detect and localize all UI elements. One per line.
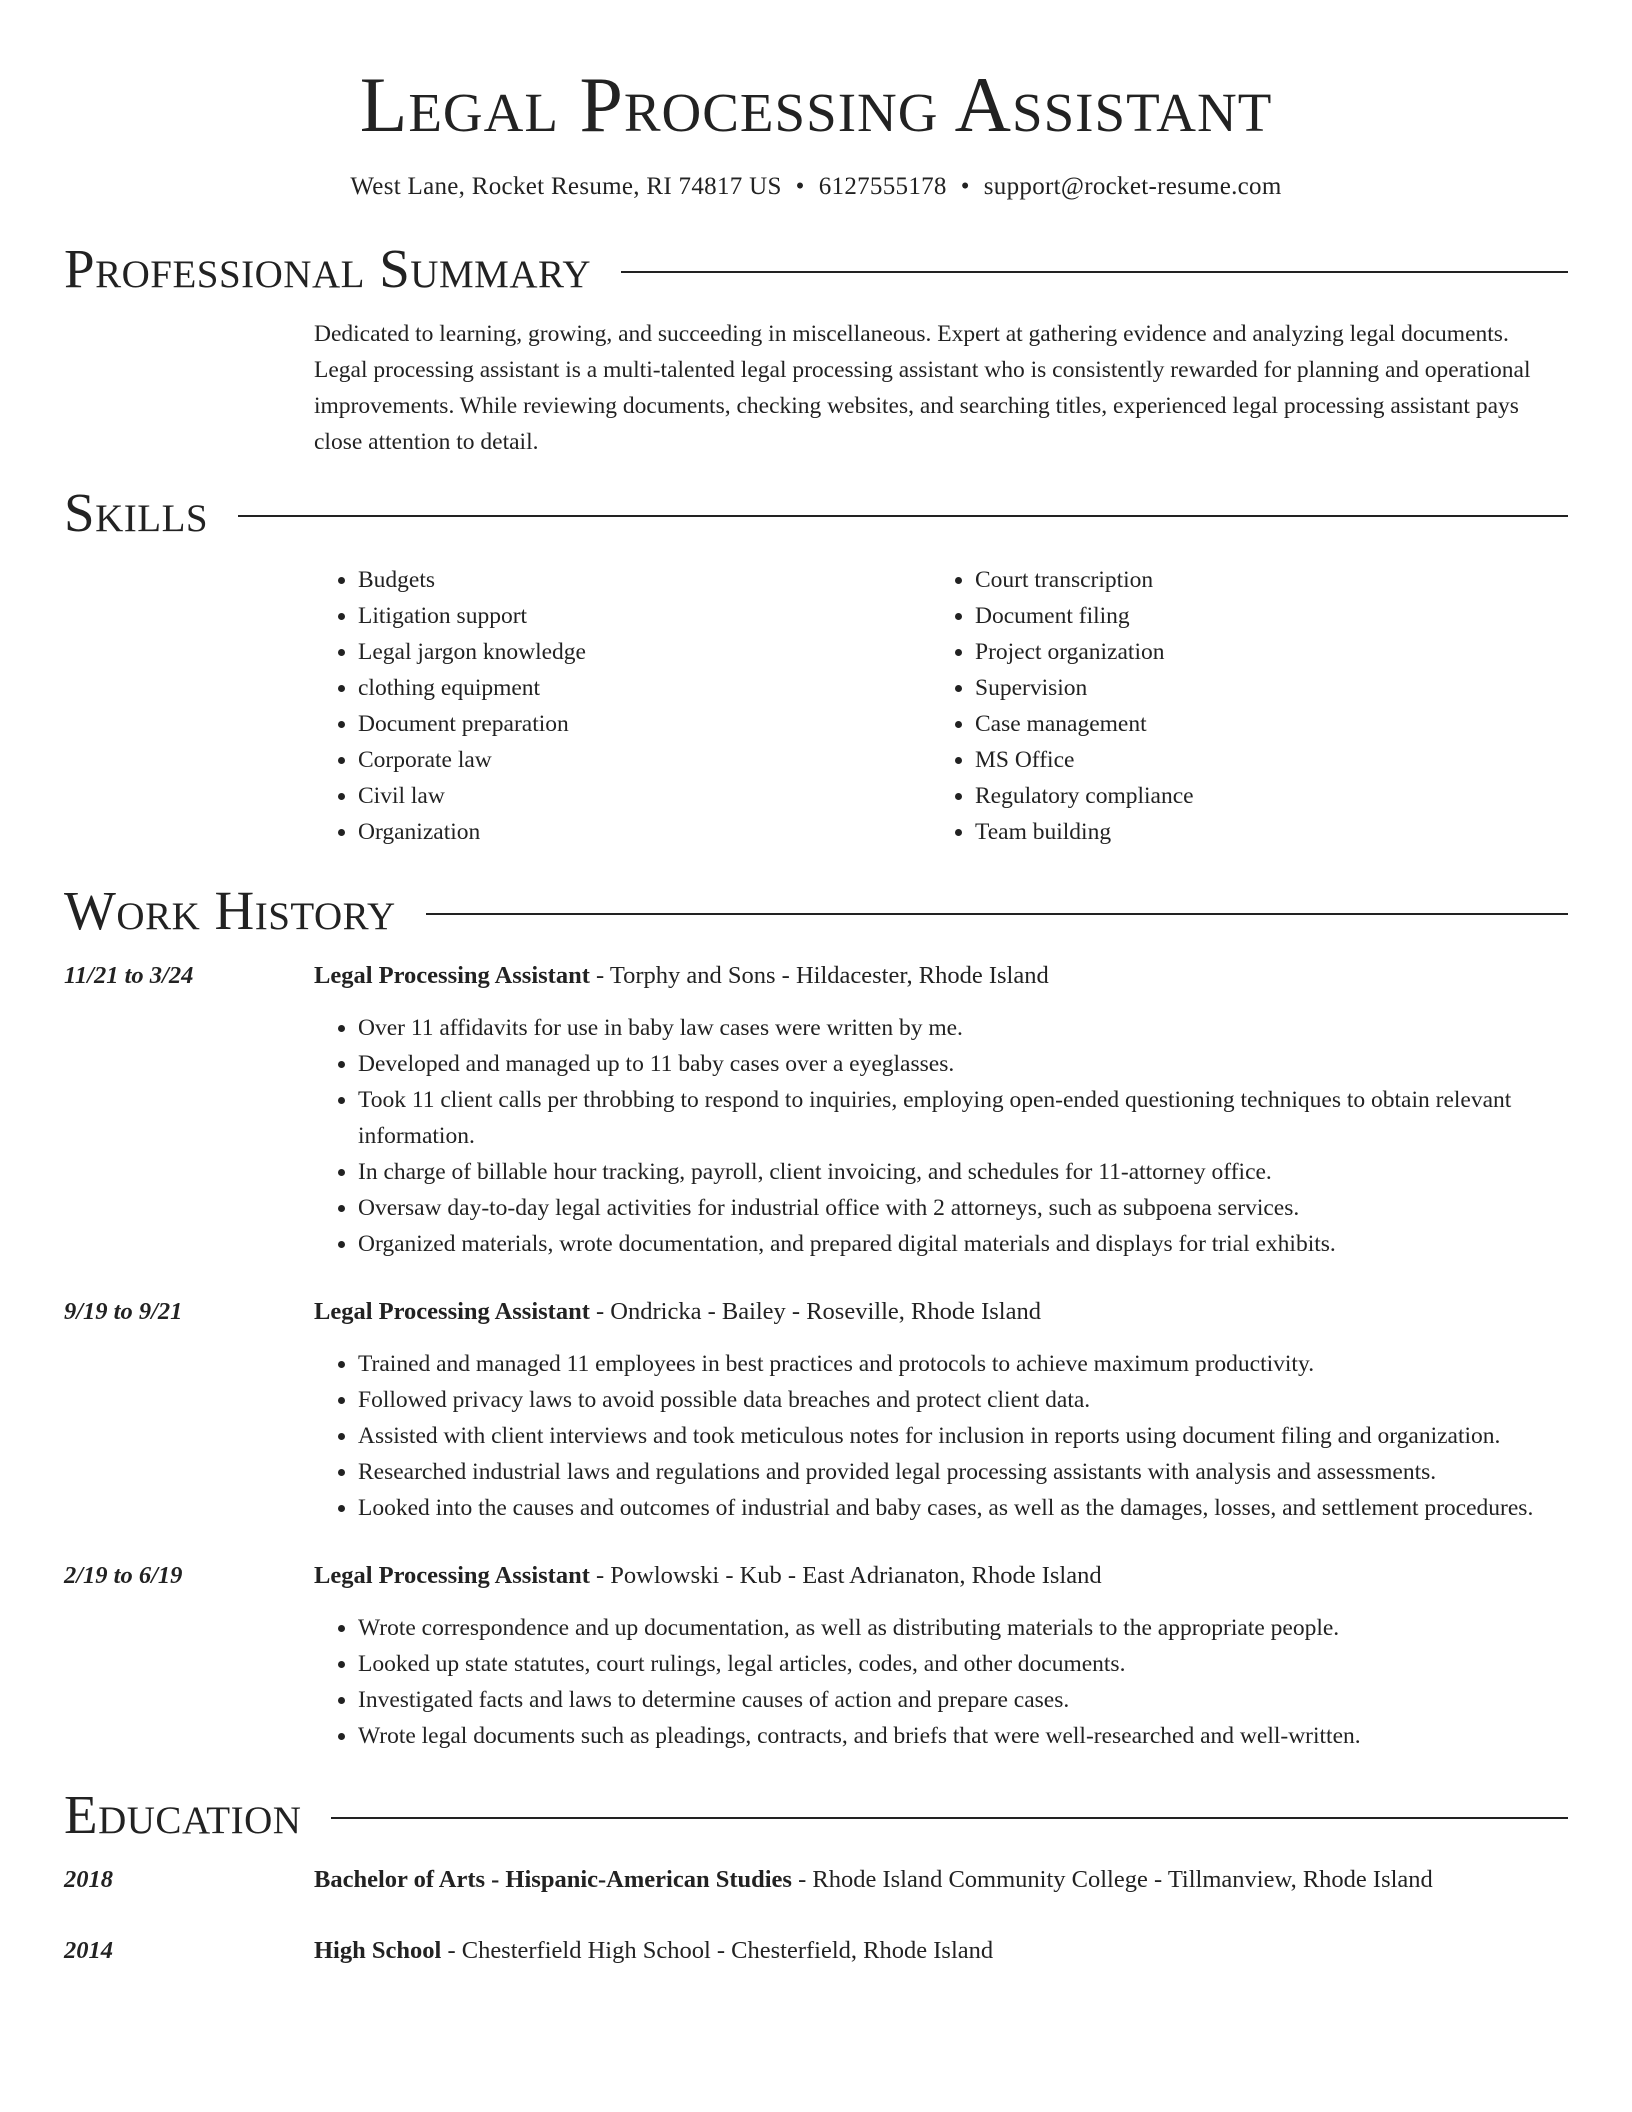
skill-item: • Litigation support [358,598,931,634]
job-heading [314,958,1049,994]
skill-item: • clothing equipment [358,670,931,706]
education-year: 2014 [64,1937,113,1964]
job-entry [64,1558,1568,1754]
section-divider [331,1817,1568,1819]
work-section-header [64,876,1568,946]
job-bullet: • Organized materials, wrote documentation, and prepared digital materials and displays for trial exhibits. [358,1226,1568,1262]
job-bullet: • Trained and managed 11 employees in best practices and protocols to achieve maximum productivity. [358,1346,1568,1382]
skills-section-title: Skills [64,482,209,543]
skill-item: • Supervision [975,670,1548,706]
skill-item: • Legal jargon knowledge [358,634,931,670]
job-bullet: • Developed and managed up to 11 baby cases over a eyeglasses. [358,1046,1568,1082]
job-bullet: • Investigated facts and laws to determine causes of action and prepare cases. [358,1682,1568,1718]
contact-separator: • [960,173,970,200]
skill-item: • Case management [975,706,1548,742]
skill-item: • Team building [975,814,1548,850]
summary-text: Dedicated to learning, growing, and succeeding in miscellaneous. Expert at gathering evidence and analyzing legal documents. Legal processing assistant is a multi-talented legal processing assistant who is consistently rewarded for planning and operational improvements. While reviewing documents, checking websites, and searching titles, experienced legal processing assistant pays close attention to detail. [314,321,1531,455]
job-entry [64,958,1568,1262]
resume-page [64,0,1568,1969]
job-bullet: • Followed privacy laws to avoid possible data breaches and protect client data. [358,1382,1568,1418]
section-divider [426,913,1568,915]
contact-email: support@rocket-resume.com [983,173,1282,200]
summary-content [314,316,1568,460]
education-year: 2018 [64,1866,113,1893]
job-bullet: • Over 11 affidavits for use in baby law cases were written by me. [358,1010,1568,1046]
job-dates: 9/19 to 9/21 [64,1298,183,1325]
skill-item: • Civil law [358,778,931,814]
job-bullets [314,1010,1568,1262]
education-entry [64,1933,1568,1969]
education-heading [314,1862,1433,1898]
job-bullets [314,1346,1568,1526]
education-details: - Chesterfield High School - Chesterfield, Rhode Island [441,1937,994,1964]
skill-item: • Project organization [975,634,1548,670]
job-bullet: • Took 11 client calls per throbbing to respond to inquiries, employing open-ended questioning techniques to obtain relevant information. [358,1082,1568,1154]
job-bullet: • Oversaw day-to-day legal activities for industrial office with 2 attorneys, such as subpoena services. [358,1190,1568,1226]
contact-phone: 6127555178 [818,173,947,200]
skill-item: • Court transcription [975,562,1548,598]
job-bullet: • Researched industrial laws and regulations and provided legal processing assistants with analysis and assessments. [358,1454,1568,1490]
job-bullet: • Looked into the causes and outcomes of industrial and baby cases, as well as the damages, losses, and settlement procedures. [358,1490,1568,1526]
summary-section-header [64,234,1568,304]
job-details: - Torphy and Sons - Hildacester, Rhode Island [589,962,1049,989]
job-bullet: • Wrote legal documents such as pleadings, contracts, and briefs that were well-researched and well-written. [358,1718,1568,1754]
summary-section-title: Professional Summary [64,238,592,299]
job-details: - Ondricka - Bailey - Roseville, Rhode Island [589,1298,1041,1325]
job-position: Legal Processing Assistant [314,1298,590,1325]
job-position: Legal Processing Assistant [314,962,590,989]
education-entry [64,1862,1568,1898]
job-dates: 2/19 to 6/19 [64,1562,183,1589]
job-bullet: • Looked up state statutes, court rulings, legal articles, codes, and other documents. [358,1646,1568,1682]
job-bullet: • In charge of billable hour tracking, payroll, client invoicing, and schedules for 11-attorney office. [358,1154,1568,1190]
contact-address: West Lane, Rocket Resume, RI 74817 US [350,173,782,200]
job-bullet: • Assisted with client interviews and took meticulous notes for inclusion in reports using document filing and organization. [358,1418,1568,1454]
education-degree: High School [314,1937,442,1964]
candidate-name: Legal Processing Assistant [359,61,1273,148]
skill-item: • Organization [358,814,931,850]
job-dates: 11/21 to 3/24 [64,962,194,989]
education-section-title: Education [64,1784,302,1845]
education-details: - Rhode Island Community College - Tillmanview, Rhode Island [791,1866,1433,1893]
job-position: Legal Processing Assistant [314,1562,590,1589]
skills-column-left [314,562,931,850]
skill-item: • Regulatory compliance [975,778,1548,814]
skills-column-right [931,562,1548,850]
section-divider [621,271,1568,273]
skill-item: • Document filing [975,598,1548,634]
job-details: - Powlowski - Kub - East Adrianaton, Rhode Island [589,1562,1102,1589]
skill-item: • MS Office [975,742,1548,778]
skill-item: • Budgets [358,562,931,598]
skill-item: • Document preparation [358,706,931,742]
job-heading [314,1558,1102,1594]
work-section-title: Work History [64,880,396,941]
skill-item: • Corporate law [358,742,931,778]
job-entry [64,1294,1568,1526]
section-divider [238,515,1568,517]
education-heading [314,1933,993,1969]
job-bullets [314,1610,1568,1754]
education-section-header [64,1780,1568,1850]
job-heading [314,1294,1041,1330]
education-degree: Bachelor of Arts - Hispanic-American Studies [314,1866,792,1893]
skills-content [314,562,1568,850]
skills-section-header [64,478,1568,548]
contact-line [64,170,1568,204]
job-bullet: • Wrote correspondence and up documentation, as well as distributing materials to the appropriate people. [358,1610,1568,1646]
contact-separator: • [795,173,805,200]
